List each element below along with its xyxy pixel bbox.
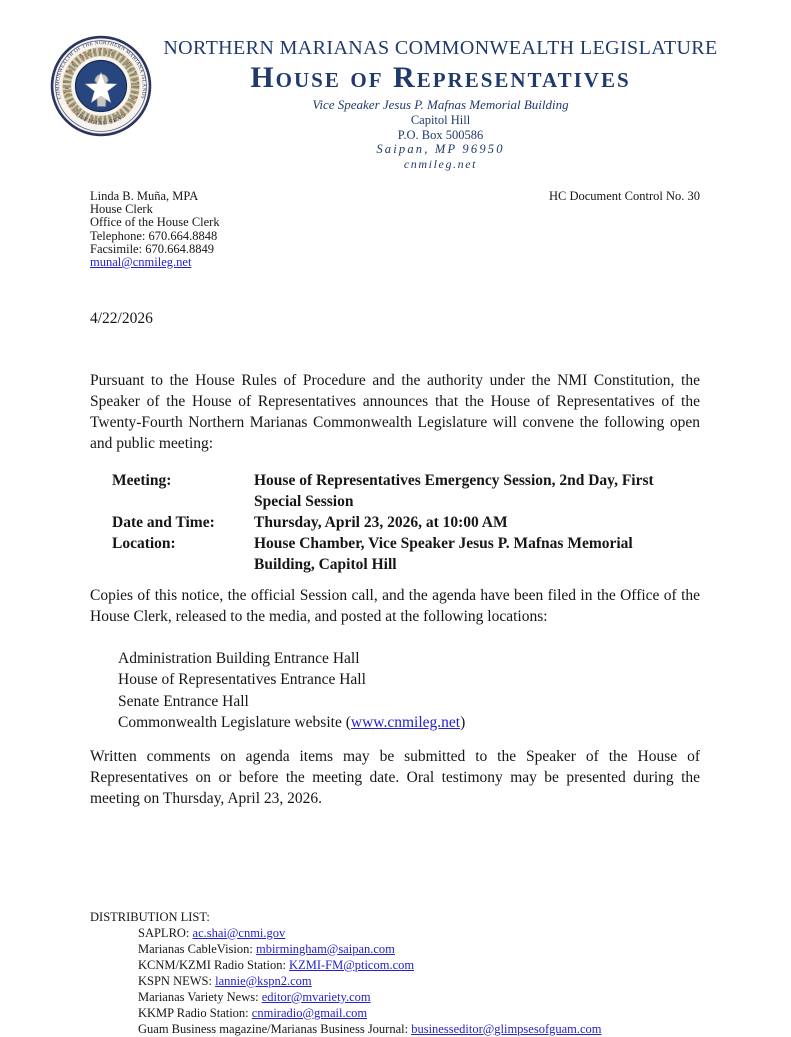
location-label: Location: bbox=[112, 534, 176, 552]
address-line-1: Capitol Hill bbox=[410, 113, 471, 127]
recipient-label: KCNM/KZMI Radio Station: bbox=[138, 957, 290, 972]
organization-name: NORTHERN MARIANAS COMMONWEALTH LEGISLATURE bbox=[163, 37, 718, 59]
date-time-label: Date and Time: bbox=[112, 513, 215, 531]
posting-locations-list bbox=[118, 648, 700, 734]
clerk-email-link[interactable]: munal@cnmileg.net bbox=[90, 255, 192, 270]
clerk-name: Linda B. Muña, MPA bbox=[90, 189, 199, 203]
list-item: Administration Building Entrance Hall bbox=[118, 649, 360, 667]
recipient-email-link[interactable]: ac.shai@cnmi.gov bbox=[192, 925, 286, 940]
list-item-website bbox=[118, 712, 700, 734]
recipient-email-link[interactable]: cnmiradio@gmail.com bbox=[251, 1005, 368, 1020]
recipient-email-link[interactable]: lannie@kspn2.com bbox=[215, 973, 312, 988]
letterhead-text bbox=[130, 37, 751, 171]
seal-bottom-text: OFFICIAL SEAL bbox=[74, 112, 128, 127]
list-item: House of Representatives Entrance Hall bbox=[118, 671, 366, 689]
page-title: House of Representatives bbox=[250, 61, 631, 94]
website-line-prefix: Commonwealth Legislature website ( bbox=[118, 714, 351, 732]
letterhead bbox=[55, 35, 718, 171]
list-item bbox=[138, 941, 700, 957]
clerk-title: House Clerk bbox=[90, 202, 153, 217]
meeting-value: House of Representatives Emergency Session, 2nd Day, First Special Session bbox=[254, 471, 654, 510]
website-text: cnmileg.net bbox=[403, 157, 478, 171]
recipient-label: KSPN NEWS: bbox=[138, 973, 216, 988]
contact-row bbox=[90, 190, 700, 269]
meeting-label: Meeting: bbox=[112, 471, 172, 489]
location-value: House Chamber, Vice Speaker Jesus P. Mafnas Memorial Building, Capitol Hill bbox=[254, 534, 633, 573]
recipient-email-link[interactable]: editor@mvariety.com bbox=[261, 989, 371, 1004]
date: 4/22/2026 bbox=[90, 310, 153, 328]
distribution-list bbox=[90, 909, 700, 1037]
website-line-suffix: ) bbox=[460, 714, 466, 732]
list-item: Senate Entrance Hall bbox=[118, 692, 249, 710]
recipient-email-link[interactable]: KZMI-FM@pticom.com bbox=[289, 957, 415, 972]
meeting-row bbox=[112, 533, 700, 575]
list-item bbox=[138, 925, 700, 941]
list-item bbox=[138, 1021, 700, 1037]
clerk-telephone: Telephone: 670.664.8848 bbox=[90, 228, 218, 243]
address-line-3: Saipan, MP 96950 bbox=[376, 142, 505, 156]
recipient-label: KKMP Radio Station: bbox=[138, 1005, 252, 1020]
meeting-details bbox=[112, 470, 700, 575]
comments-paragraph: Written comments on agenda items may be submitted to the Speaker of the House of Representatives on or before the meeting date. Oral testimony may be presented during the meeting on Thursday, April 23, 2026. bbox=[90, 747, 700, 807]
date-time-value: Thursday, April 23, 2026, at 10:00 AM bbox=[254, 513, 508, 531]
recipient-label: SAPLRO: bbox=[138, 925, 193, 940]
seal-top-text: COMMONWEALTH OF THE NORTHERN MARIANA ISLANDS bbox=[55, 40, 147, 100]
distribution-heading: DISTRIBUTION LIST: bbox=[90, 909, 210, 924]
list-item bbox=[138, 1005, 700, 1021]
recipient-label: Marianas Variety News: bbox=[138, 989, 262, 1004]
cnmileg-website-link[interactable]: www.cnmileg.net bbox=[350, 714, 461, 732]
meeting-row bbox=[112, 512, 700, 533]
list-item bbox=[138, 957, 700, 973]
clerk-contact-block bbox=[90, 190, 220, 269]
building-name: Vice Speaker Jesus P. Mafnas Memorial Building bbox=[312, 97, 569, 112]
copies-paragraph: Copies of this notice, the official Session call, and the agenda have been filed in the Office of the House Clerk, released to the media, and posted at the following locations: bbox=[90, 586, 700, 625]
address-line-2: P.O. Box 500586 bbox=[397, 127, 484, 142]
meeting-row bbox=[112, 470, 700, 512]
recipient-email-link[interactable]: mbirmingham@saipan.com bbox=[255, 941, 395, 956]
announcement-paragraph: Pursuant to the House Rules of Procedure and the authority under the NMI Constitution, the Speaker of the House of Representatives announces that the House of Representatives of the Twenty-Fourth Northern Marianas Commonwealth Legislature will convene the following open and public meeting: bbox=[90, 372, 700, 453]
recipient-label: Guam Business magazine/Marianas Business Journal: bbox=[138, 1021, 412, 1036]
list-item bbox=[138, 973, 700, 989]
distribution-items bbox=[138, 925, 700, 1037]
list-item bbox=[138, 989, 700, 1005]
clerk-office: Office of the House Clerk bbox=[90, 215, 220, 230]
clerk-facsimile: Facsimile: 670.664.8849 bbox=[90, 241, 214, 256]
recipient-email-link[interactable]: businesseditor@glimpsesofguam.com bbox=[411, 1021, 602, 1036]
recipient-label: Marianas CableVision: bbox=[138, 941, 256, 956]
document-control-number: HC Document Control No. 30 bbox=[548, 189, 700, 203]
